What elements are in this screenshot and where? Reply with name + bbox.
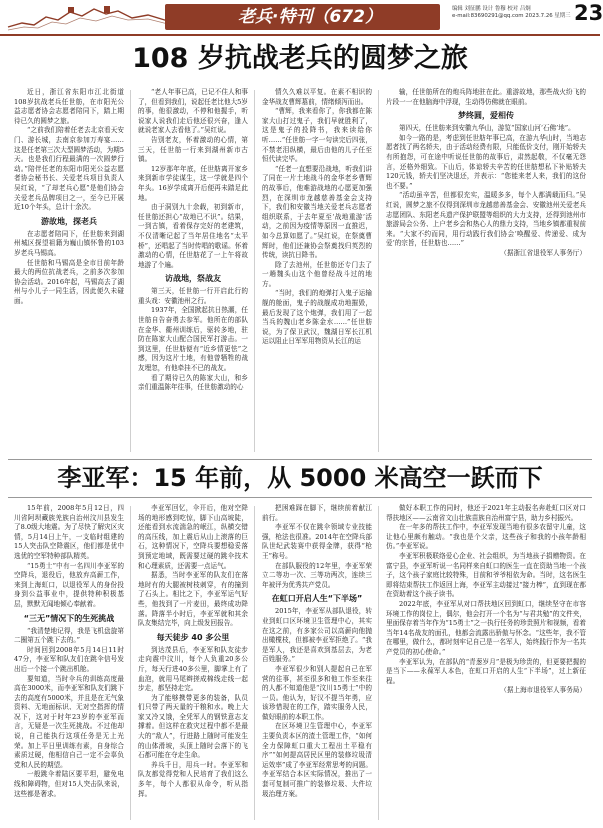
paragraph: 李亚军认为，在部队的“青葱岁月”是极为珍贵的，但更要把握的是当下——永葆军人本色，在虹口开启的人生“下半场”，过上新征程。 — [386, 657, 586, 685]
paragraph: “老人年事已高，已记不住人和事了，但看到我们，说起任老比他大5岁的事，他很激动，不停和他握手，听说家人说我们走后他还很兴奋，逢人就说老家人去看他了。”吴红说。 — [138, 88, 248, 135]
paragraph: 做好本职工作的同时，他还于2021年主动报名奔赴虹口区对口帮扶地区——云南省文山壮族苗族自治州富宁县，助力乡村振兴。 — [386, 504, 586, 522]
paragraph: 在部队服役的12年里，李亚军荣立二等功一次、三等功两次，连续三年被评为优秀共产党员。 — [262, 561, 372, 589]
paragraph: “我清楚地记得，我是飞机盘旋第二圈第五个跳下去的。” — [14, 626, 124, 645]
column-divider — [254, 90, 255, 452]
paragraph: 一般跳伞着陆区要平坦，避免电线和障碍物，但对15人突击队来说，这些都是奢求。 — [14, 770, 124, 798]
section-divider — [8, 459, 592, 460]
subheading: 梦终圆，爱相传 — [458, 111, 514, 121]
paragraph: 在区环境卫生管理中心，李亚军主要负责本区的渣土管理工作，“如何全力保障虹口重大工程出土平稳有序”“如何提高居民区里的装修垃圾清运效率”成了李亚军经常思考的问题。李亚军结合本区实际情况，推出了一套可复制可推广的装修垃圾、大件垃圾治理方案。 — [262, 722, 372, 798]
column-divider — [378, 90, 379, 452]
paragraph: 2015年，李亚军从部队退役，转业到虹口区环境卫生管理中心，其实在这之前，有多家公司以高薪向他抛出橄榄枝，但都被李亚军拒绝了。“我是军人，我还是喜欢到基层去，为老百姓服务。” — [262, 607, 372, 664]
paragraph: 如今一路的是，考虑到任世舫年事已高，在游九华山时，当地志愿者找了两名轿夫，由于活动经费有限，只能低价支付，刚开始轿夫有所抱怨，可在途中听说任世舫的故事后，肃然起敬，不仅毫无怨言，还格外细致。下山后，体谅轿夫辛苦的任世舫想私下补贴轿夫120元钱，轿夫们坚决退还，并表示：“您能来老人来，我们的这份也不要。” — [386, 133, 586, 190]
subheading: 在虹口开启人生“下半场” — [271, 594, 363, 604]
paragraph: 除了去池州，任世舫还专门去了一趟魏头山这个他曾经战斗过的地方。 — [262, 260, 372, 288]
article1-column-2 — [138, 88, 248, 456]
paragraph: 李亚军回忆，伞开后，他对空降场的地形感到吃惊，脚下山高坡陡，还能看到水流湍急的岷江，纵横交错的高压线，加上震后从山上滚落的巨石，这种情况下，空降兵要想稳妥落到预定地域，既需要过硬的跳伞技术和心理素质，还需要一点运气。 — [138, 504, 248, 570]
paragraph: 时间回到2008年5月14日11时47分，李亚军和队友们在跳伞信号发出后一个接一个跳出机舱。 — [14, 645, 124, 673]
paragraph: “当时，我们的炮弹打入鬼子运输舰的舱面，鬼子的战舰成功地摧毁，最后发现了这个炮弹，我们用了一起当兵的魏山老乡陈金水……”任世舫说，为了保卫武汉，魏湖日军长江机运以阻止日军军用物资从长江的运 — [262, 289, 372, 346]
paragraph: 李亚军不仅在跳伞领域专业技能强，枪法也很准。2014年在空降兵部队世纪武装赛中获得金牌，获得“枪王”称号。 — [262, 523, 372, 560]
article2-column-1 — [14, 504, 124, 822]
paragraph: 输，任世舫所在的炮兵阵地驻在此。重游故地，那些战火纷飞的片段一一在他脑海中浮现，生动得仿佛就在眼前。 — [386, 88, 586, 106]
article1-headline: 108 岁抗战老兵的圆梦之旅 — [132, 43, 468, 74]
paragraph: 要知道，当时伞兵的训练高度最高在3000米，而李亚军和队友们跳下去的高度有5000米，并且是在无气象资料、无地面标识、无对空指挥的情况下，这对于时年23岁的李亚军而言，无疑是一次生死挑战。不过他却说，自己能执行这项任务是无上光荣。加上平日里训练有素，自身综合素质过硬，他相信自己一定不会辜负党和人民的期望。 — [14, 674, 124, 769]
paragraph: 到达茂县后，李亚军和队友徒步走向震中汶川，每个人负重20多公斤，每天行进40多公里，脚掌上有了血泡，就用马尾辫搓成棉线走线一起步走，都坚持走完。 — [138, 645, 248, 693]
paragraph: 12岁那年年底，任世舫离开家乡来到新市学徒谋生，这一学就是四个年头。16岁学成离开后便再未踏足此地。 — [138, 164, 248, 202]
masthead — [0, 0, 603, 36]
paragraph: 在志愿者陪同下，任世舫来到湖州城区探望祖籍为巍山镇怀鲁的103岁老兵马锡高。 — [14, 229, 124, 257]
article1-column-1 — [14, 88, 124, 456]
paragraph: 2022年底，李亚军从对口帮扶地区回到虹口，继续坚守在市容环境工作的岗位上，偶尔，他会打开一个名为“与君共勉”的文件夹，里面保存着当年作为“15勇士”之一执行任务的珍贵照片和视频，看着当年14名战友的面孔，他都会流露出骄傲与怀念。“这些年，我不管在哪里，做什么，都时刻牢记自己是一名军人，始终践行作为一名共产党员的初心使命。” — [386, 599, 586, 656]
paragraph: 由于洞别九十余载，初到新市，任世舫还担心“故地已不识”。结果，一到古镇，看着保存完好的老建筑，不仅清晰记起了当年居住地名“太平桥”，还唱起了当时传唱的歌谣。怀着激动的心情，任世舫花了一上午将故地游了个遍。 — [138, 203, 248, 269]
paragraph: 在一年多的帮扶工作中，李亚军发现当地有很多农留守儿童，这让他心里颇有触动。“我也是个父亲，这些孩子和我的小孩年龄相仿。”李亚军说。 — [386, 523, 586, 551]
section-divider — [8, 497, 592, 498]
article2-column-2 — [138, 504, 248, 822]
email-date-line: e-mail:83690291@qq.com 2023.7.26 星期三 — [452, 13, 571, 19]
editor-line: 编辑 刘征鹏 设计 鲁穆 校对 吕炯 — [452, 6, 531, 12]
paragraph: “曹辉，我来看你了，你我都在陈家大山打过鬼子，我们早就胜利了，这是鬼子的投降书，我来读给你听……”任世舫一字一句读完后四张，不禁老泪纵横，最后由他的儿子任至恒代读完毕。 — [262, 107, 372, 164]
paragraph: “任老一直想要沿战地，听我们讲了同在一片土地战斗的金华老乡曹辉的故事后，他难游战地的心愿更加强烈，在深圳市龙越慈善基金会支持下，我们和安徽当地关爱老兵志愿者组织联系，于去年夏至‘战地重游’活动，之前因为疫情等原因一直推迟，如今总算如愿了。”吴红说，在祭奠曹辉时，他们还兼协会祭奠找归英烈的传统，读抗日降书。 — [262, 164, 372, 260]
paragraph: 养兵千日，用兵一时。李亚军和队友都觉得党和人民培育了我们这么多年，每个人都很从命令，听从指挥。 — [138, 760, 248, 798]
section-title: 老兵·特刊（672） — [238, 7, 382, 27]
subheading: “三无”情况下的生死挑战 — [23, 613, 115, 623]
paragraph: 第三天，任世舫一行开启此行的重头戏：安徽池州之行。 — [138, 287, 248, 305]
paragraph: 情久久难以平复。在素不相识的金华战友曹辉墓前，情绪倾泻而出。 — [262, 88, 372, 106]
paragraph: 第四天，任世舫来到安徽九华山，游览“国家山河‘石佛’地”。 — [399, 124, 575, 133]
paragraph: 15年前，2008年5月12日，四川省阿坝藏族羌族自治州汶川县发生了8.0级大地震。为了尽快了解灾区灾情，5月14日上午，一支临时组建的15人突击队空降震区，他们都是优中选优的空军特种部队精英。 — [14, 504, 124, 560]
column-divider — [378, 506, 379, 820]
paragraph: 任世舫和马锡高是全市目前年龄最大的两位抗战老兵，之前多次参加协会活动。2016年起，马锡高去了湖州与小儿子一同生活，因此便久未碰面。 — [14, 258, 124, 305]
page-number: 23 — [574, 1, 603, 25]
article2-credit: （据上海市退役军人事务局） — [500, 686, 586, 695]
paragraph: 看了期待已久的陈家大山，和乡亲们重温陈年往事，任世舫激动的心 — [138, 373, 248, 392]
subheading: 访战地，祭战友 — [165, 274, 221, 284]
column-divider — [130, 506, 131, 820]
paragraph: “15勇士”中有一名四川李亚军的空降兵，退役后，他放弃高薪工作，来到上海虹口，以退役军人的身份投身到公益事业中，提供特种积极基层，默默无闻地倾心奉献着。 — [14, 561, 124, 608]
article1-column-4 — [386, 88, 586, 456]
article1-column-3 — [262, 88, 372, 456]
paragraph: 近日，浙江省东阳市江北街道108岁抗战老兵任世舫，在市阳光公益志愿者协会志愿者陪同下，踏上期待已久的圆梦之旅。 — [14, 88, 124, 125]
subheading: 游故地，探老兵 — [41, 216, 97, 226]
paragraph: “活动虽辛苦，但都很充实，温暖多多，每个人都满载而归。”吴红说，圆梦之旅不仅得到深圳市龙越慈善基金会、安徽池州关爱老兵志愿团队、东阳老兵遗产保护联盟等组织的大力支持，还得到池州市旅游局会公务、上户老乡会和热心人的鼎力支持，当地乡镇都重视前来。“大家不约而同，用行动践行我们协会‘唤醒爱、传递爱、成为爱’的宗旨，任世舫也……” — [386, 191, 586, 248]
article2-column-4 — [386, 504, 586, 822]
masthead-meta — [452, 6, 577, 20]
column-divider — [254, 506, 255, 820]
column-divider — [130, 90, 131, 452]
paragraph: 1937年，全国掀起抗日热潮，任世舫自告奋勇去参军。他所在的部队在金华、衢州训练后，驱转多地，驻防在陈家大山配合国民军打游击。一到这里，任世舫便有“近乡情更怯”之感，因为这片土地，有他曾牺牲的战友埋忽，有他牵挂不已的战友。 — [138, 306, 248, 373]
paragraph: 为了能够携带更多的装备，队员们只带了两天量的干粮和水。晚上大家又冷又饿，全凭军人的钢铁意志支撑着。但这样在救灾过程中都不是最大的“敌人”，行进路上随时可能发生的山体滑坡，头顶上随时会落下的飞石都可能在夺走生命。 — [138, 693, 248, 760]
paragraph: 据悉，当时李亚军的队友们在落地时有的大腿被树枝刺穿，有的撞到了石头上。相比之下，李亚军运气好些，他找到了一片麦田，最终成功降落。降落半小时后，李亚军就和其余队友集结完毕，向上级发回报告。 — [138, 571, 248, 628]
paragraph: 告别老友，怀着激动的心情，第三天，任世舫一行来到湖州新市古镇。 — [138, 135, 248, 164]
article2-column-3 — [262, 504, 372, 822]
paragraph: 李亚军很少和别人提起自己在军营的往事，甚至很多和他工作至来往的人都不知道他是“汶川15勇士”中的一员。他认为，好汉不提当年勇，应该珍惜现在的工作，踏实服务人民，做好眼前的本职工作。 — [262, 664, 372, 721]
masthead-rule — [0, 34, 600, 36]
article2-headline: 李亚军：15 年前，从 5000 米高空一跃而下 — [57, 464, 543, 492]
subheading: 每天徒步 40 多公里 — [156, 632, 230, 642]
paragraph: 把困难踩在脚下，继续前着献江前行。 — [262, 504, 372, 522]
paragraph: 李亚军积极联络爱心企业、社会组织，为当地孩子捐赠物资。在富宁县，李亚军听说一名同样来自虹口的医生一直在资助当地一个孩子，这个孩子家庭比较特殊，目前和爷爷相依为命。当时，这名医生即将结束帮扶工作返回上海，李亚军主动接过“接力棒”，直到现在都在资助着这个孩子读书。 — [386, 551, 586, 599]
article1-credit: （据浙江省退役军人事务厅） — [500, 248, 586, 257]
paragraph: “之前我们陪着任老去北京看天安门、游长城，去南京参加万寿宴……这是任老第三次大型圆梦活动，为期5天。也是我们行程最满的一次圆梦行动。”陪伴任老的东阳市阳光公益志愿者协会秘书长、关爱老兵项目负责人吴红说，“了却老兵心愿”是他们协会关爱老兵品牌项目之一，至今已开展近10个年头，总计十余次。 — [14, 126, 124, 212]
